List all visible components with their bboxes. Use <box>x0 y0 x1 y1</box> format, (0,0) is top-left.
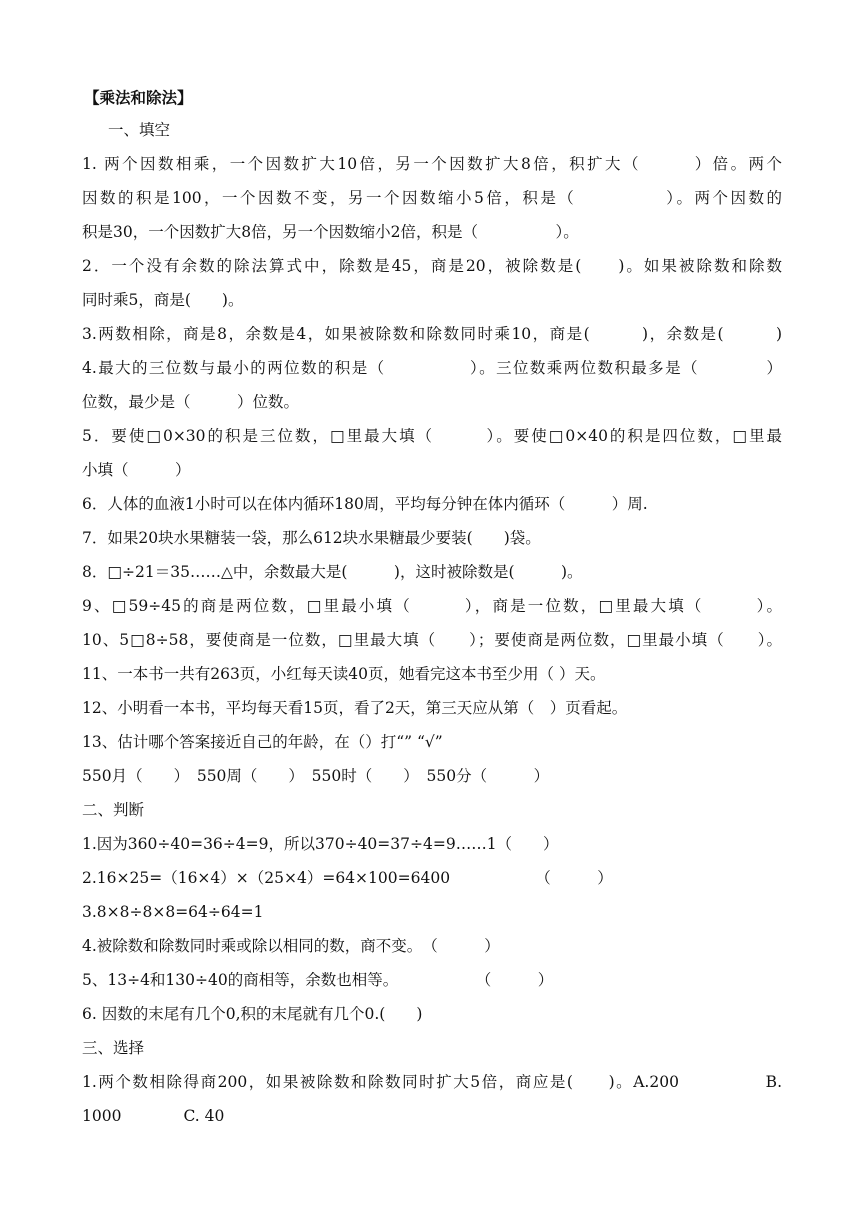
fill-q11: 11、一本书一共有263页，小红每天读40页，她看完这本书至少用（ ）天。 <box>82 665 606 683</box>
section2-heading: 二、判断 <box>82 801 145 819</box>
fill-q5-line2: 小填（ ） <box>82 461 191 479</box>
fill-q2-line1: 2．一个没有余数的除法算式中，除数是45，商是20，被除数是( )。如果被除数和除数 <box>82 257 782 275</box>
fill-q8: 8．□÷21＝35……△中，余数最大是( )，这时被除数是( )。 <box>82 563 583 581</box>
fill-q4-line1: 4.最大的三位数与最小的两位数的积是（ ）。三位数乘两位数积最多是（ ） <box>82 359 782 377</box>
fill-q2-line2: 同时乘5，商是( )。 <box>82 291 244 309</box>
judge-q2: 2.16×25=（16×4）×（25×4）=64×100=6400 （ ） <box>82 869 613 887</box>
section1-heading: 一、填空 <box>108 121 171 139</box>
fill-q5-line1: 5．要使□0×30的积是三位数，□里最大填（ ）。要使□0×40的积是四位数，□里最 <box>82 427 782 445</box>
fill-q1-line1: 1. 两个因数相乘，一个因数扩大10倍，另一个因数扩大8倍，积扩大（ ）倍。两个 <box>82 155 782 173</box>
fill-q1-line2: 因数的积是100，一个因数不变，另一个因数缩小5倍，积是（ ）。两个因数的 <box>82 189 782 207</box>
fill-q3: 3.两数相除，商是8，余数是4，如果被除数和除数同时乘10，商是( )，余数是( ) <box>82 325 782 343</box>
fill-q9: 9、□59÷45的商是两位数，□里最小填（ ），商是一位数，□里最大填（ ）。 <box>82 597 782 615</box>
fill-q13-options: 550月（ ） 550周（ ） 550时（ ） 550分（ ） <box>82 767 550 785</box>
fill-q10: 10、5□8÷58，要使商是一位数，□里最大填（ ）；要使商是两位数，□里最小填（ ）。 <box>82 631 782 649</box>
fill-q1-line3: 积是30，一个因数扩大8倍，另一个因数缩小2倍，积是（ ）。 <box>82 223 579 241</box>
fill-q12: 12、小明看一本书，平均每天看15页，看了2天，第三天应从第（ ）页看起。 <box>82 699 628 717</box>
choice-q1-line1: 1.两个数相除得商200，如果被除数和除数同时扩大5倍，商应是( )。A.200 B. <box>82 1073 782 1091</box>
section3-heading: 三、选择 <box>82 1039 145 1057</box>
judge-q4: 4.被除数和除数同时乘或除以相同的数，商不变。 （ ） <box>82 937 500 955</box>
fill-q13: 13、估计哪个答案接近自己的年龄，在（）打“” “√” <box>82 733 443 751</box>
fill-q6: 6．人体的血液1小时可以在体内循环180周，平均每分钟在体内循环（ ）周. <box>82 495 648 513</box>
fill-q7: 7．如果20块水果糖装一袋，那么612块水果糖最少要装( )袋。 <box>82 529 541 547</box>
judge-q6: 6. 因数的末尾有几个0,积的末尾就有几个0.( ) <box>82 1005 423 1023</box>
doc-title: 【乘法和除法】 <box>84 88 193 107</box>
choice-q1-line2: 1000 C. 40 <box>82 1107 225 1125</box>
judge-q1: 1.因为360÷40=36÷4=9，所以370÷40=37÷4=9……1（ ） <box>82 835 559 853</box>
fill-q4-line2: 位数，最少是（ ）位数。 <box>82 393 300 411</box>
judge-q3: 3.8×8÷8×8=64÷64=1 <box>82 903 264 921</box>
judge-q5: 5、13÷4和130÷40的商相等，余数也相等。 （ ） <box>82 971 554 989</box>
